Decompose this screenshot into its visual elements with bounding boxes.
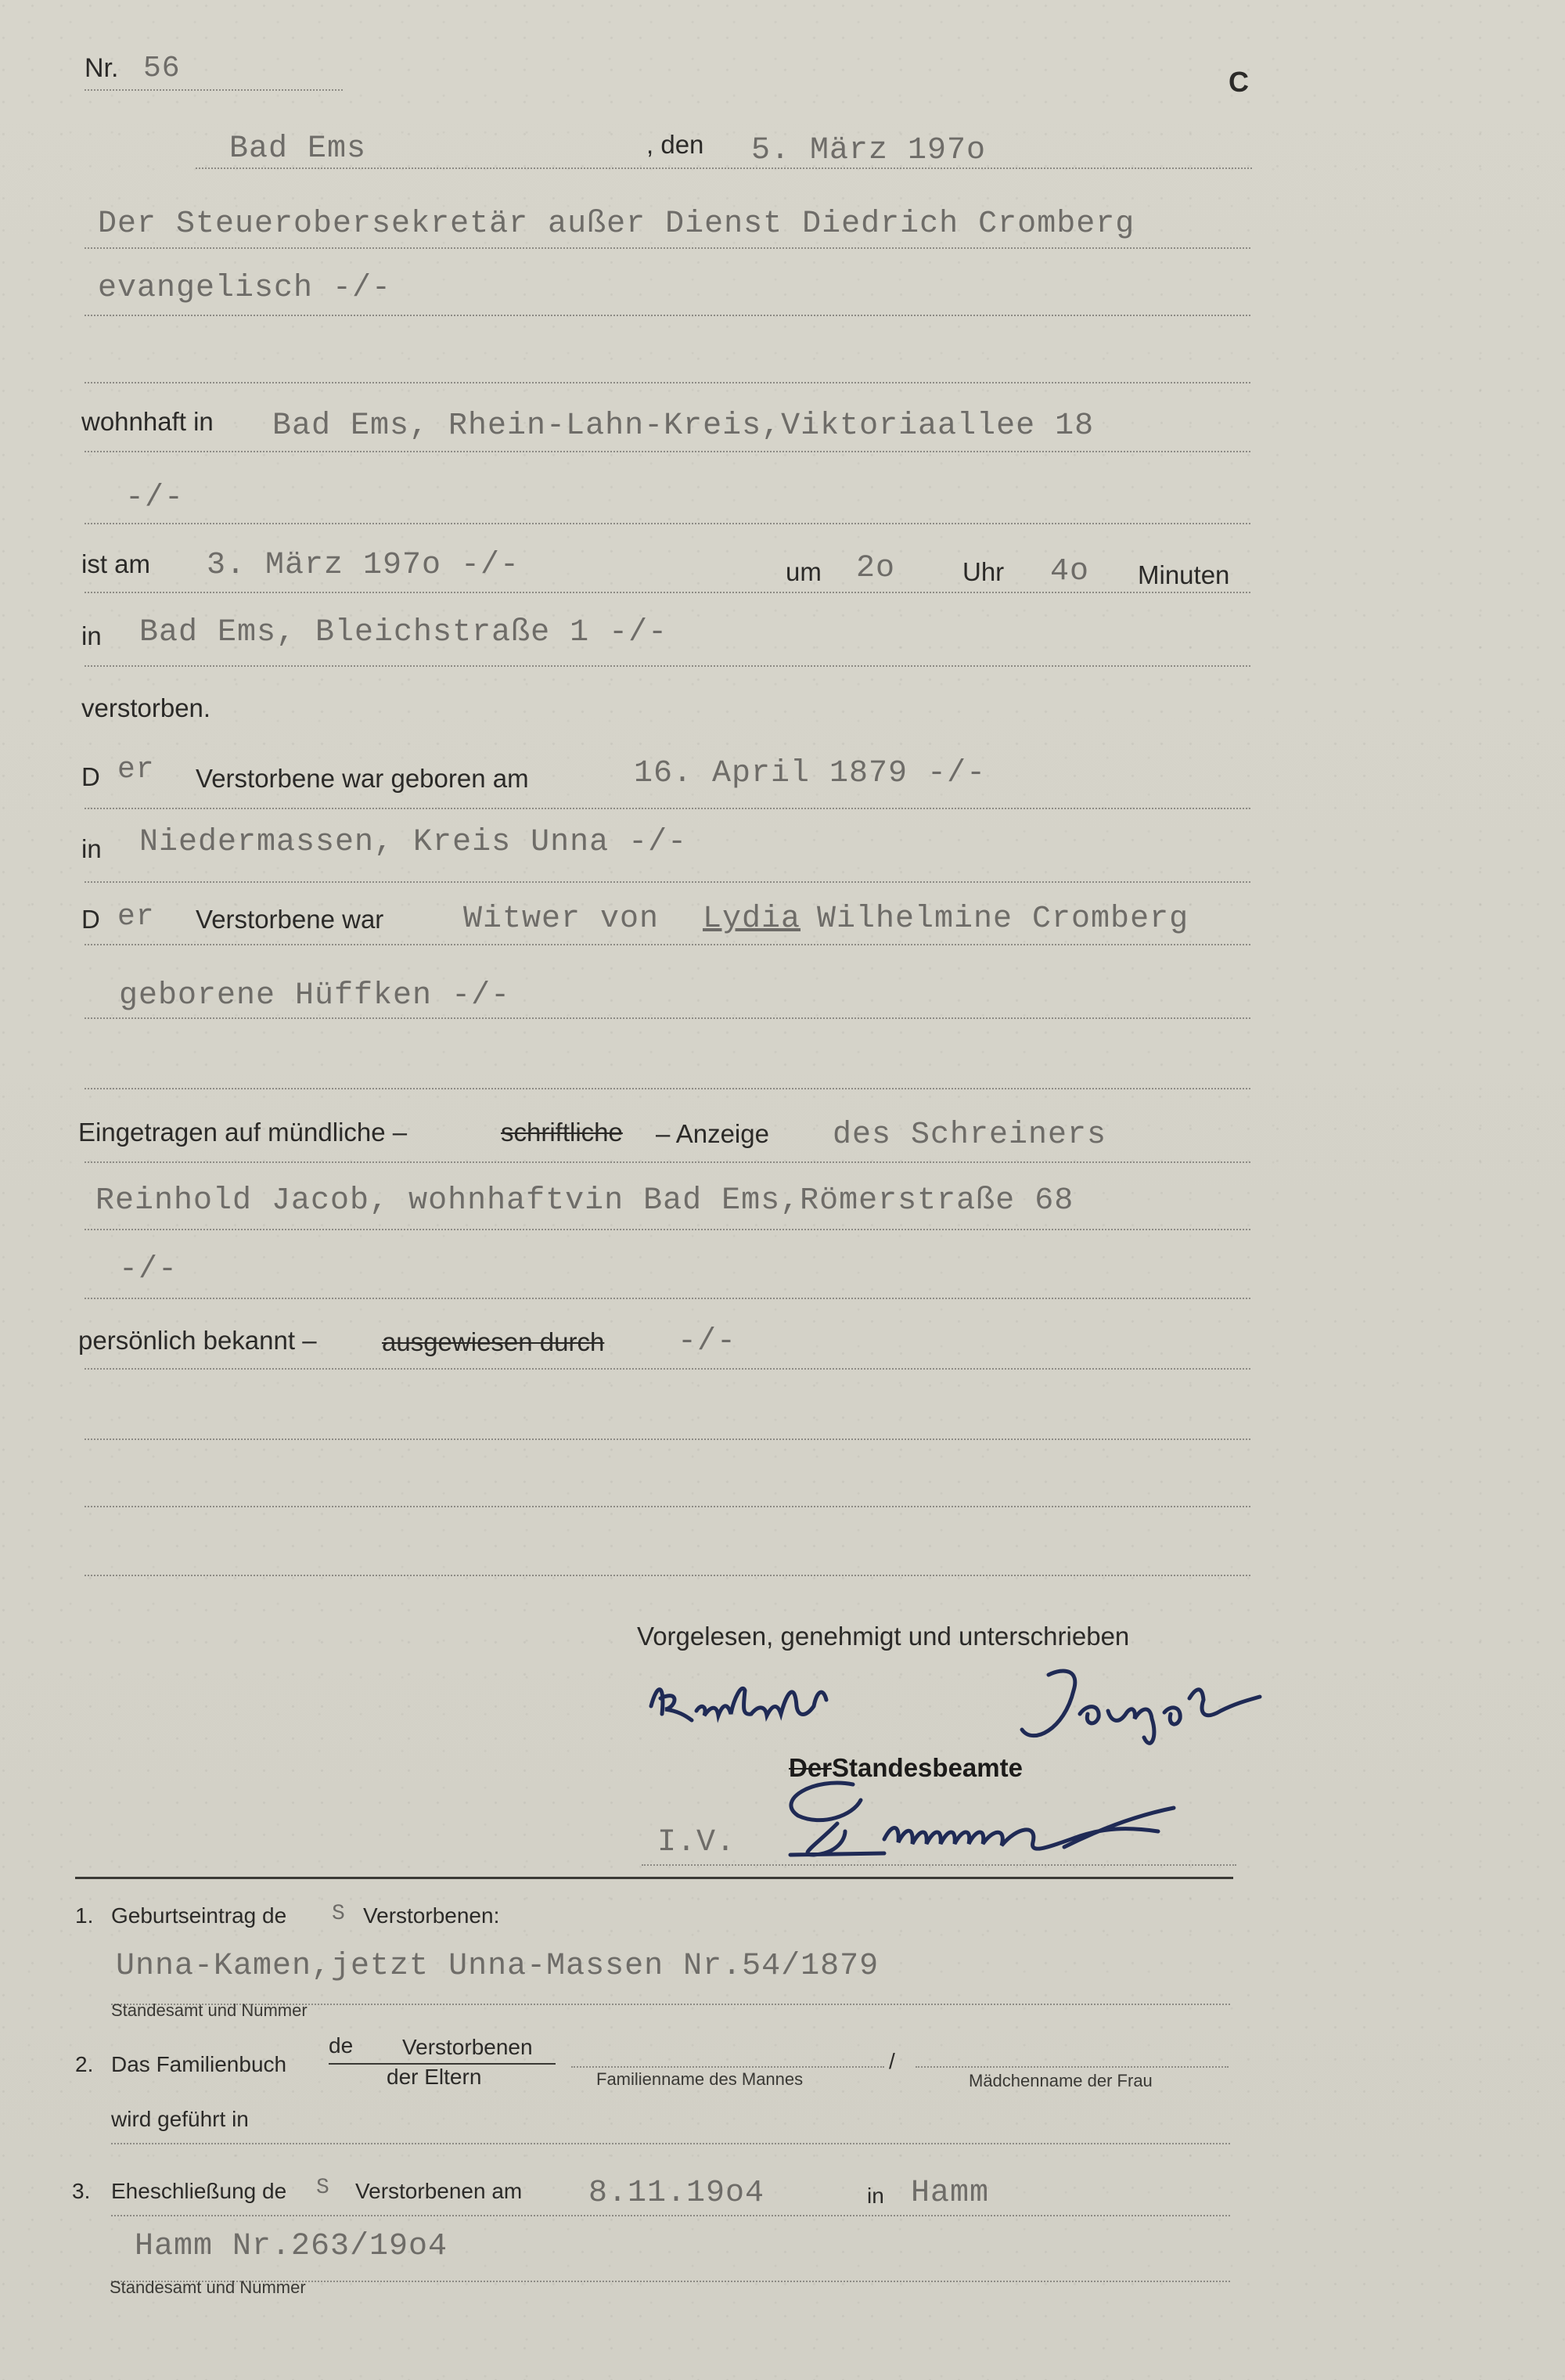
note2-line bbox=[111, 2143, 1230, 2144]
informant-signature bbox=[642, 1659, 1268, 1761]
rule-5 bbox=[85, 523, 1250, 524]
rule-2 bbox=[85, 315, 1250, 316]
note3-date: 8.11.19o4 bbox=[588, 2176, 765, 2211]
note1-value: Unna-Kamen,jetzt Unna-Massen Nr.54/1879 bbox=[116, 1949, 880, 1984]
rule-8 bbox=[85, 808, 1250, 809]
rule-18 bbox=[85, 1506, 1250, 1507]
rule-12 bbox=[85, 1088, 1250, 1089]
note2-eltern: der Eltern bbox=[387, 2065, 482, 2089]
note2-label: Das Familienbuch bbox=[111, 2052, 287, 2076]
note2-husband-caption: Familienname des Mannes bbox=[596, 2069, 804, 2089]
read-approved-signed: Vorgelesen, genehmigt und unterschrieben bbox=[637, 1622, 1130, 1651]
rule-9 bbox=[85, 881, 1250, 883]
died-on-label: ist am bbox=[81, 549, 151, 578]
marital-d-suffix: er bbox=[117, 900, 155, 934]
note2-wife-caption: Mädchenname der Frau bbox=[969, 2071, 1153, 2090]
rule-19 bbox=[85, 1575, 1250, 1576]
rule-3 bbox=[85, 382, 1250, 383]
note3-value: Hamm Nr.263/19o4 bbox=[135, 2229, 448, 2264]
rule-16 bbox=[85, 1368, 1250, 1370]
residence: Bad Ems, Rhein-Lahn-Kreis,Viktoriaallee 18 bbox=[272, 409, 1095, 444]
known-value: -/- bbox=[678, 1324, 737, 1359]
birth-date: 16. April 1879 -/- bbox=[634, 756, 987, 791]
number-value: 56 bbox=[143, 52, 181, 85]
rule-13 bbox=[85, 1161, 1250, 1163]
minute-value: 4o bbox=[1050, 554, 1090, 589]
informant-c: -/- bbox=[119, 1252, 178, 1287]
note1-label2: Verstorbenen: bbox=[363, 1903, 500, 1928]
known-struck: ausgewiesen durch bbox=[382, 1327, 605, 1356]
date-of-death: 3. März 197o -/- bbox=[207, 548, 520, 583]
marital-d-prefix: D bbox=[81, 905, 100, 934]
note2-slash: / bbox=[889, 2049, 895, 2073]
note2-wife-line bbox=[916, 2066, 1229, 2068]
marital-status-b: Wilhelmine Cromberg bbox=[817, 902, 1189, 937]
section-divider bbox=[75, 1877, 1233, 1879]
registration-date: 5. März 197o bbox=[751, 133, 987, 168]
note2-number: 2. bbox=[75, 2052, 94, 2076]
note1-caption: Standesamt und Nummer bbox=[111, 2000, 308, 2020]
death-place: Bad Ems, Bleichstraße 1 -/- bbox=[139, 615, 668, 650]
birth-d-suffix: er bbox=[117, 753, 155, 787]
spouse-first-name: Lydia bbox=[703, 902, 801, 937]
note3-caption: Standesamt und Nummer bbox=[110, 2277, 306, 2297]
known-label: persönlich bekannt – bbox=[78, 1326, 317, 1355]
registrar-rest: Standesbeamte bbox=[832, 1753, 1023, 1782]
informant-a: des Schreiners bbox=[833, 1118, 1107, 1153]
registration-struck: schriftliche bbox=[501, 1118, 623, 1147]
registration-suffix: – Anzeige bbox=[656, 1119, 769, 1148]
corner-letter: C bbox=[1229, 66, 1249, 98]
residence-continued: -/- bbox=[125, 481, 185, 516]
rule-15 bbox=[85, 1298, 1250, 1299]
date-prefix: , den bbox=[646, 130, 704, 159]
note1-number: 1. bbox=[75, 1903, 94, 1928]
note3-label2: Verstorbenen am bbox=[355, 2179, 523, 2203]
number-label: Nr. bbox=[85, 53, 119, 83]
hour-value: 2o bbox=[856, 551, 896, 586]
birth-place-label: in bbox=[81, 834, 102, 863]
died-word: verstorben. bbox=[81, 693, 211, 722]
rule-7 bbox=[85, 665, 1250, 667]
note3-s: S bbox=[316, 2176, 330, 2200]
registrar-struck: Der bbox=[789, 1753, 833, 1782]
marital-label: Verstorbene war bbox=[196, 905, 384, 934]
note3-place-line bbox=[111, 2215, 1230, 2216]
hour-label: Uhr bbox=[962, 557, 1005, 586]
note2-de: de bbox=[329, 2033, 354, 2058]
deceased-name-line: Der Steuerobersekretär außer Dienst Diedrich Cromberg bbox=[98, 207, 1135, 242]
note3-label: Eheschließung de bbox=[111, 2179, 287, 2203]
death-place-label: in bbox=[81, 621, 102, 650]
informant-b: Reinhold Jacob, wohnhaftvin Bad Ems,Römerstraße 68 bbox=[95, 1183, 1074, 1219]
date-line bbox=[196, 167, 1252, 169]
residence-label: wohnhaft in bbox=[81, 407, 214, 436]
marital-status-a: Witwer von bbox=[463, 902, 660, 937]
minute-label: Minuten bbox=[1138, 560, 1230, 589]
note2-kept-in: wird geführt in bbox=[111, 2107, 249, 2131]
registrar-signature bbox=[767, 1761, 1205, 1871]
rule-10 bbox=[85, 944, 1250, 945]
note1-label: Geburtseintrag de bbox=[111, 1903, 287, 1928]
number-line bbox=[85, 89, 343, 91]
note1-s: S bbox=[332, 1902, 346, 1926]
note3-place: Hamm bbox=[911, 2176, 990, 2211]
note2-verstorbenen: Verstorbenen bbox=[402, 2035, 533, 2059]
time-um-label: um bbox=[786, 557, 822, 586]
place-of-registration: Bad Ems bbox=[229, 131, 367, 167]
birth-d-prefix: D bbox=[81, 762, 100, 791]
rule-6 bbox=[85, 592, 1250, 593]
note2-husband-line bbox=[571, 2066, 884, 2068]
rule-17 bbox=[85, 1438, 1250, 1440]
birth-place: Niedermassen, Kreis Unna -/- bbox=[139, 825, 688, 860]
note3-in: in bbox=[867, 2184, 884, 2208]
religion: evangelisch -/- bbox=[98, 271, 392, 306]
rule-14 bbox=[85, 1229, 1250, 1230]
birth-label: Verstorbene war geboren am bbox=[196, 764, 529, 793]
registration-prefix: Eingetragen auf mündliche – bbox=[78, 1118, 408, 1147]
iv-mark: I.V. bbox=[657, 1825, 736, 1860]
rule-4 bbox=[85, 451, 1250, 452]
rule-11 bbox=[85, 1017, 1250, 1019]
rule-1 bbox=[85, 247, 1250, 249]
spouse-maiden-name: geborene Hüffken -/- bbox=[119, 978, 511, 1014]
registrar-sign-line bbox=[642, 1864, 1236, 1866]
note3-number: 3. bbox=[72, 2179, 91, 2203]
